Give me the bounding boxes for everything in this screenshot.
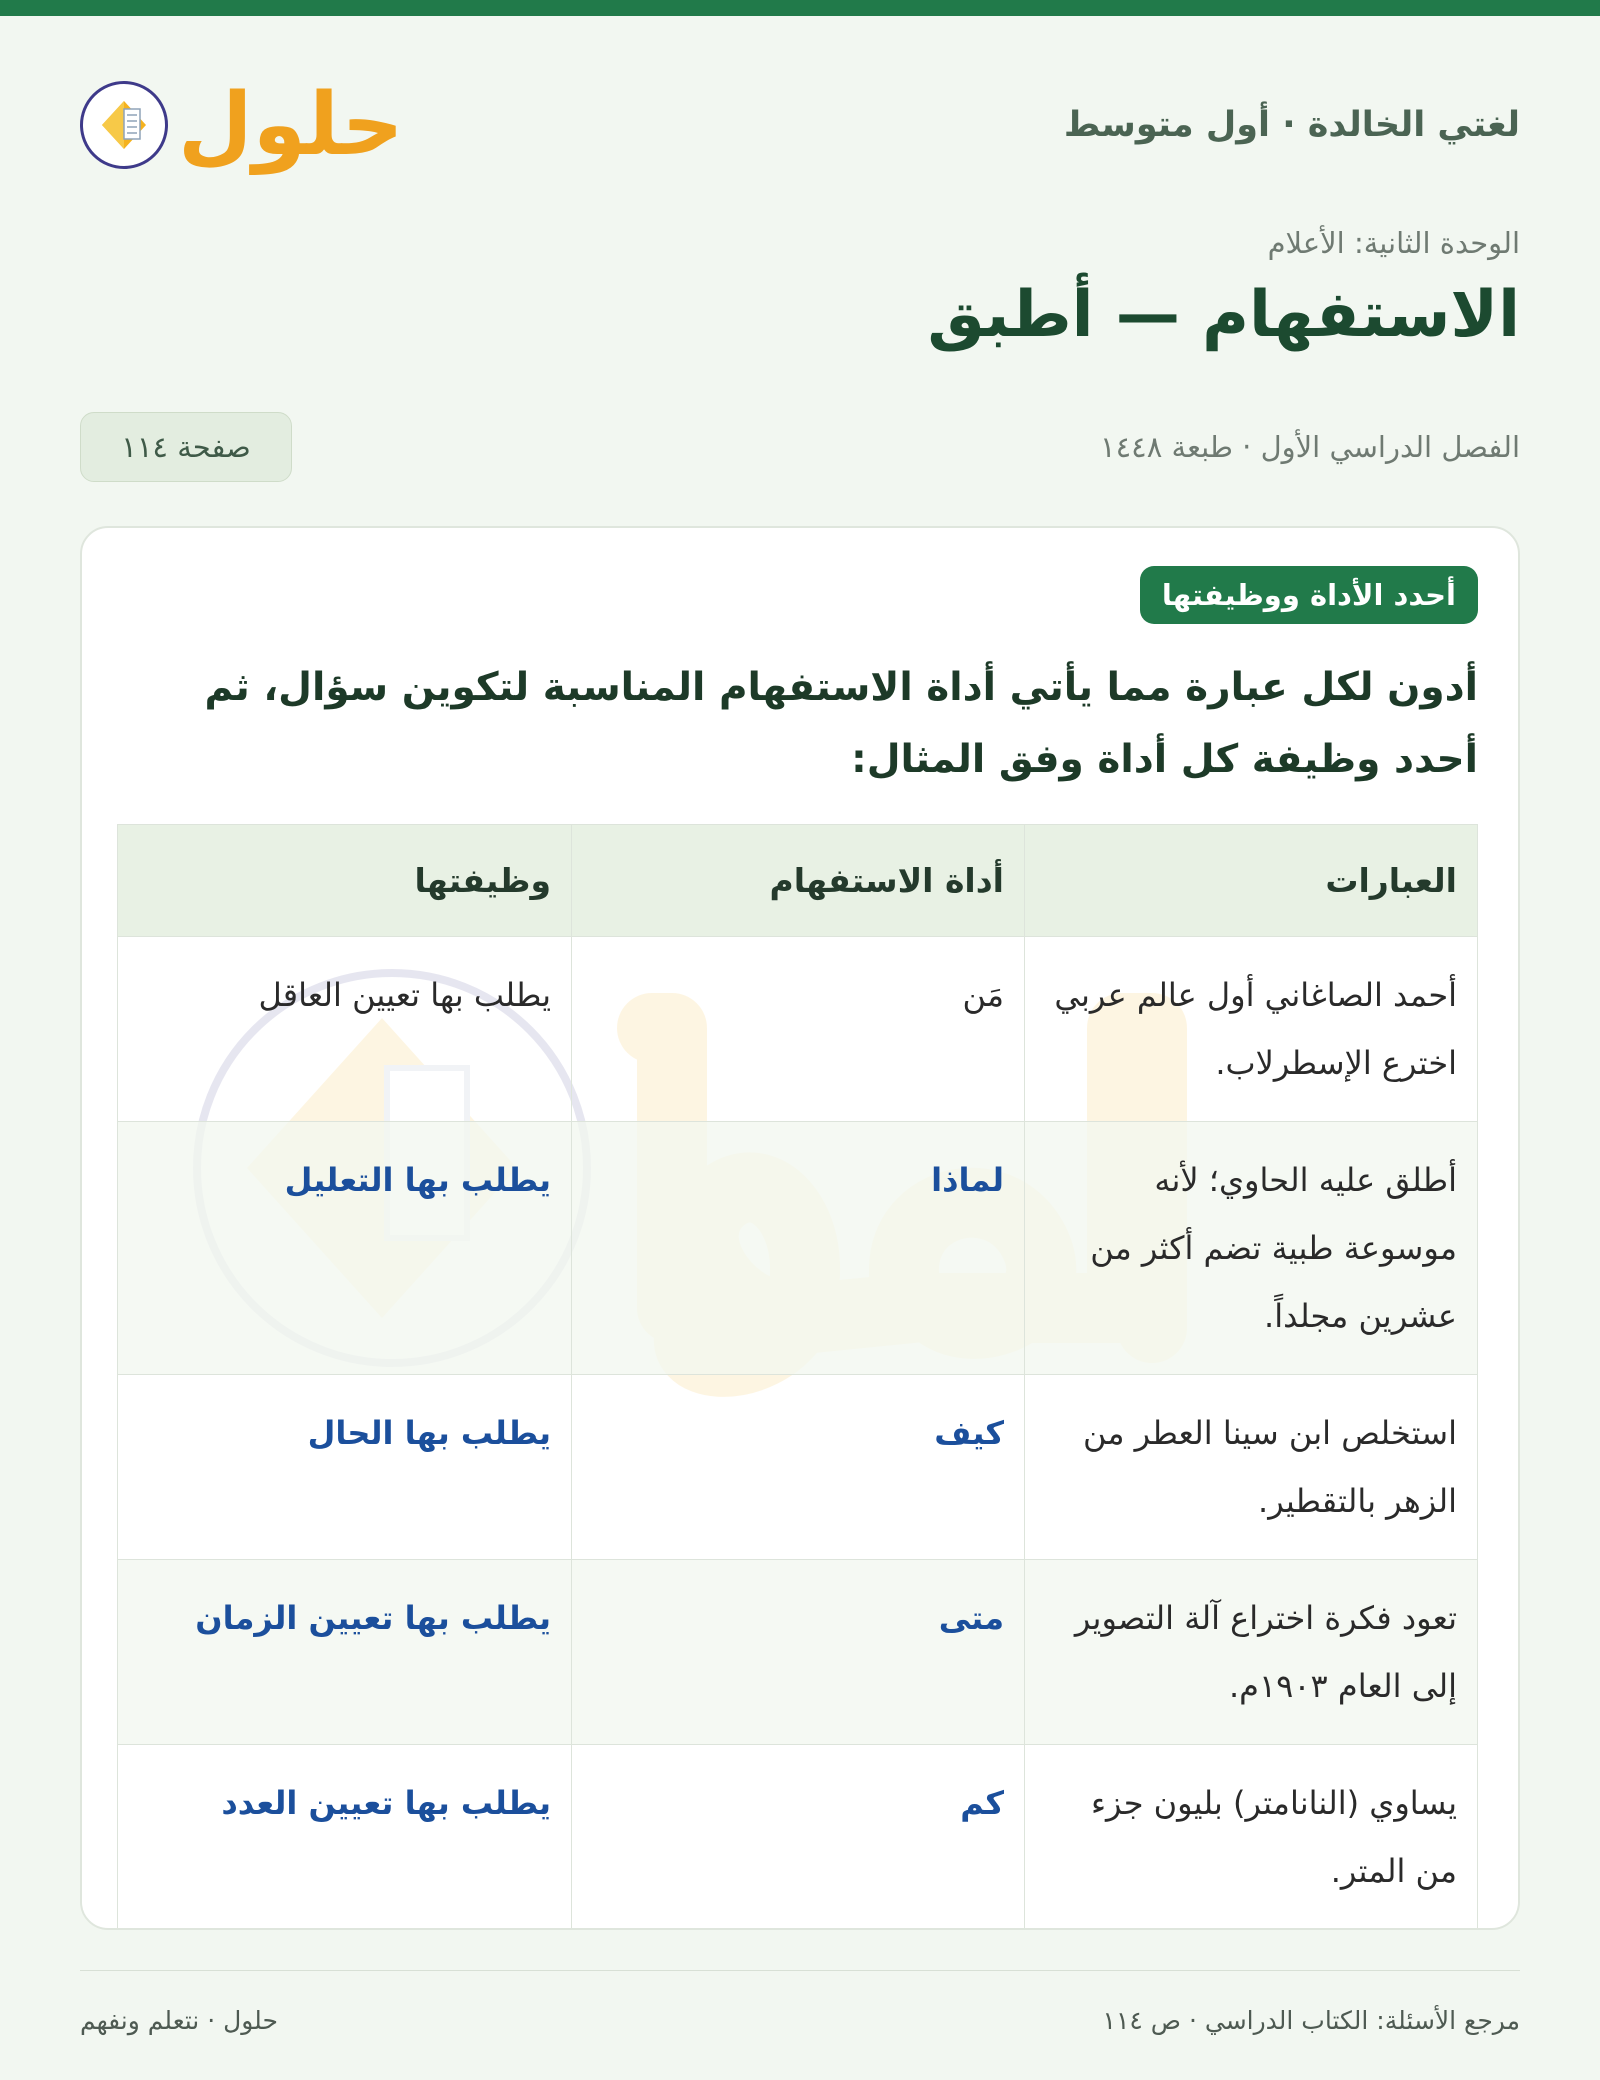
- tool-cell: كم: [572, 1745, 1025, 1930]
- lesson-title: الاستفهام — أطبق: [927, 278, 1520, 352]
- tool-cell: كيف: [572, 1375, 1025, 1560]
- function-cell: يطلب بها التعليل: [118, 1122, 572, 1375]
- page-number-badge: صفحة ١١٤: [80, 412, 292, 482]
- page-footer: [80, 2000, 1520, 2040]
- footer-divider: [80, 1970, 1520, 1971]
- tool-cell: مَن: [572, 937, 1025, 1122]
- column-header-function: وظيفتها: [118, 825, 572, 937]
- task-pill: أحدد الأداة ووظيفتها: [1140, 566, 1478, 624]
- top-accent-bar: [0, 0, 1600, 16]
- unit-label: الوحدة الثانية: الأعلام: [1267, 226, 1520, 260]
- function-cell: يطلب بها الحال: [118, 1375, 572, 1560]
- exercise-instruction: أدون لكل عبارة مما يأتي أداة الاستفهام المناسبة لتكوين سؤال، ثم أحدد وظيفة كل أداة وفق المثال:: [204, 665, 1478, 782]
- footer-reference: مرجع الأسئلة: الكتاب الدراسي · ص ١١٤: [1102, 2005, 1520, 2035]
- footer-brand: حلول · نتعلم ونفهم: [80, 2005, 278, 2035]
- lesson-meta: [80, 226, 1520, 464]
- meta-row: [80, 412, 1520, 482]
- semester-label: الفصل الدراسي الأول · طبعة ١٤٤٨: [1100, 430, 1520, 464]
- hulul-logo[interactable]: [80, 75, 404, 175]
- table-row: [118, 1375, 1478, 1560]
- phrase-cell: يساوي (النانامتر) بليون جزء من المتر.: [1025, 1745, 1478, 1930]
- column-header-tool: أداة الاستفهام: [572, 825, 1025, 937]
- function-cell: يطلب بها تعيين العدد: [118, 1745, 572, 1930]
- phrase-cell: أحمد الصاغاني أول عالم عربي اخترع الإسطرلاب.: [1025, 937, 1478, 1122]
- phrase-cell: تعود فكرة اختراع آلة التصوير إلى العام ١٩٠٣م.: [1025, 1560, 1478, 1745]
- function-cell: يطلب بها تعيين العاقل: [118, 937, 572, 1122]
- table-row: [118, 1560, 1478, 1745]
- book-icon: [80, 81, 168, 169]
- phrase-cell: أطلق عليه الحاوي؛ لأنه موسوعة طبية تضم أكثر من عشرين مجلداً.: [1025, 1122, 1478, 1375]
- logo-wordmark: حلول: [178, 75, 404, 175]
- column-header-phrases: العبارات: [1025, 825, 1478, 937]
- exercise-card: [80, 526, 1520, 1930]
- phrase-cell: استخلص ابن سينا العطر من الزهر بالتقطير.: [1025, 1375, 1478, 1560]
- answers-table: [117, 824, 1478, 1930]
- table-header-row: [118, 825, 1478, 937]
- function-cell: يطلب بها تعيين الزمان: [118, 1560, 572, 1745]
- page-header: [80, 60, 1520, 190]
- tool-cell: لماذا: [572, 1122, 1025, 1375]
- table-row: [118, 1122, 1478, 1375]
- tool-cell: متى: [572, 1560, 1025, 1745]
- course-title: لغتي الخالدة · أول متوسط: [1063, 105, 1520, 145]
- table-row: [118, 1745, 1478, 1930]
- table-row: [118, 937, 1478, 1122]
